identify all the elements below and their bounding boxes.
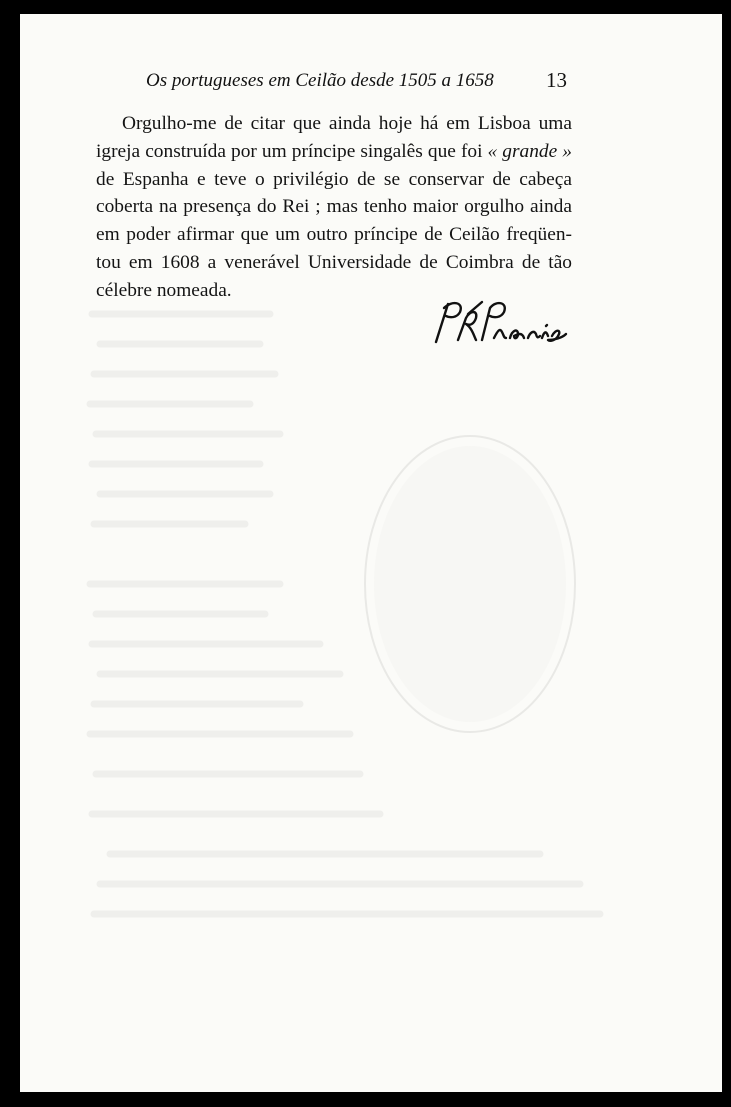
page-number: 13 — [546, 68, 567, 92]
text-line: tou em 1608 a venerável Universidade de Coimbra de tão — [96, 251, 572, 273]
running-head: Os portugueses em Ceilão desde 1505 a 1658 — [146, 70, 494, 91]
handwritten-signature — [430, 296, 570, 352]
italic-term: « grande » — [487, 140, 572, 162]
text-line: de Espanha e teve o privilégio de se conservar de cabeça — [96, 168, 572, 190]
text-line: coberta na presença do Rei ; mas tenho maior orgulho ainda — [96, 196, 572, 218]
text-line: em poder afirmar que um outro príncipe de Ceilão freqüen- — [96, 224, 572, 246]
body-paragraph — [96, 110, 572, 305]
text-line: célebre nomeada. — [96, 279, 232, 301]
text-segment: igreja construída por um príncipe singalês que foi — [96, 140, 488, 162]
text-line: Orgulho-me de citar que ainda hoje há em Lisboa uma — [122, 113, 572, 134]
text-line — [96, 138, 572, 166]
